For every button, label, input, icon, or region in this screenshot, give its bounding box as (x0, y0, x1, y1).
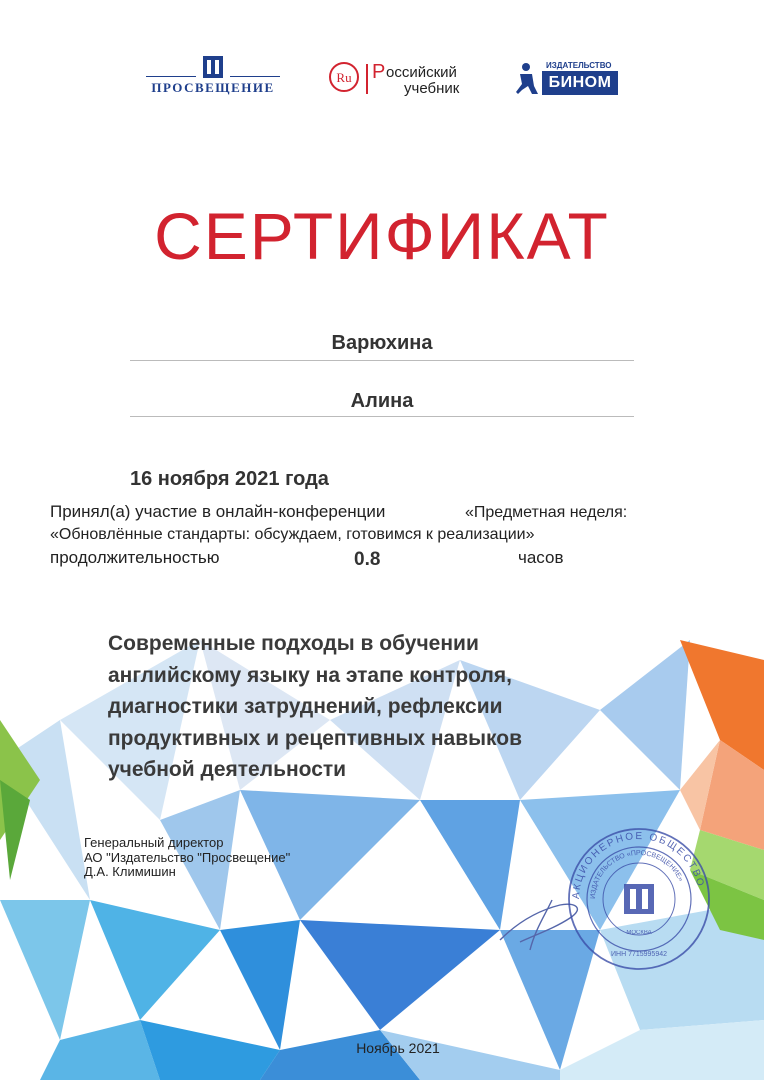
ru-circle-icon (328, 60, 362, 94)
ru-logo-line2: учебник (404, 80, 460, 97)
ru-mark: Ru (336, 70, 352, 85)
surname: Варюхина (331, 332, 433, 354)
topic-line: английскому языку на этапе контроля, (108, 663, 512, 687)
logo-bar-right (230, 76, 280, 77)
surname-underline (130, 360, 634, 361)
hours-label: часов (518, 548, 564, 567)
topic-line: диагностики затруднений, рефлексии (108, 695, 503, 718)
prosveshchenie-logo-text: ПРОСВЕЩЕНИЕ (151, 80, 275, 95)
stamp-emblem-icon (624, 884, 654, 914)
topic-line: учебной деятельности (108, 758, 347, 781)
stamp-inner-text: ИЗДАТЕЛЬСТВО «ПРОСВЕЩЕНИЕ» (589, 849, 685, 900)
stamp-outer-text: АКЦИОНЕРНОЕ ОБЩЕСТВО (570, 830, 706, 900)
signatory-block (84, 836, 290, 880)
stamp-city: МОСКВА (626, 930, 652, 936)
firstname: Алина (350, 390, 414, 412)
event-date: 16 ноября 2021 года (130, 468, 329, 490)
ru-divider (366, 64, 368, 94)
signatory-company: АО "Издательство "Просвещение" (84, 849, 291, 865)
ru-logo-line1: оссийский (386, 64, 457, 81)
ru-letter-r-icon: Р (372, 61, 386, 83)
duration-label: продолжительностью (50, 548, 220, 567)
participation-line1: Принял(а) участие в онлайн-конференции (50, 502, 386, 521)
rossiyskiy-uchebnik-logo (328, 60, 460, 99)
signatory-name: Д.А. Климишин (84, 864, 176, 879)
stamp-inn: ИНН 7715995942 (610, 951, 668, 958)
firstname-underline (130, 416, 634, 417)
topic-title (108, 628, 628, 786)
certificate-title: СЕРТИФИКАТ (154, 199, 610, 273)
participation-line1-tail: «Предметная неделя: (465, 504, 628, 521)
prosveshchenie-emblem-icon (203, 56, 223, 78)
topic-line: продуктивных и рецептивных навыков (108, 726, 523, 750)
topic-line: Современные подходы в обучении (108, 632, 479, 655)
hours-value: 0.8 (354, 549, 381, 570)
binom-small-text: ИЗДАТЕЛЬСТВО (546, 61, 612, 70)
issue-month: Ноябрь 2021 (356, 1040, 440, 1056)
participation-line2: «Обновлённые стандарты: обсуждаем, готовимся к реализации» (50, 526, 535, 543)
logo-bar-left (146, 76, 196, 77)
reader-figure-icon (516, 62, 540, 96)
company-stamp (566, 826, 712, 972)
signatory-position: Генеральный директор (84, 835, 224, 850)
binom-text: БИНОМ (542, 71, 618, 95)
